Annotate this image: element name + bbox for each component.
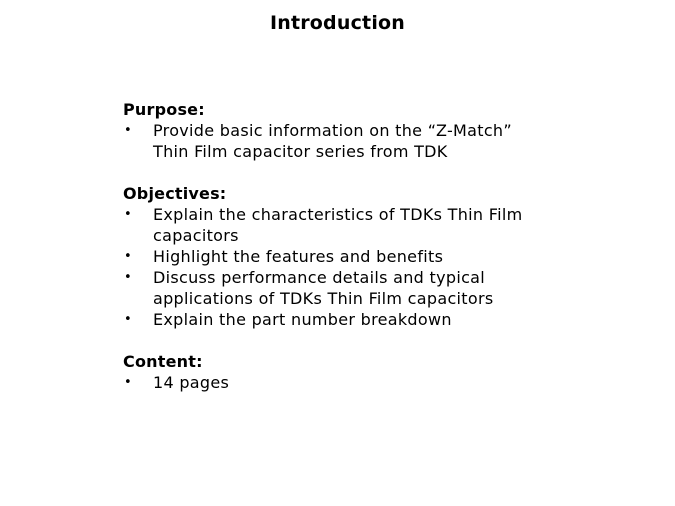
content-list — [123, 372, 583, 393]
bullet-text: Highlight the features and benefits — [153, 247, 444, 266]
objectives-list — [123, 204, 583, 330]
bullet-icon: • — [124, 207, 132, 222]
content-section — [123, 351, 583, 393]
bullet-text: 14 pages — [153, 373, 230, 392]
list-item — [123, 204, 583, 246]
bullet-text: Explain the characteristics of TDKs Thin Film capacitors — [153, 205, 523, 245]
bullet-icon: • — [124, 270, 132, 285]
slide-body — [123, 99, 583, 414]
bullet-text: Provide basic information on the “Z-Match” Thin Film capacitor series from TDK — [153, 121, 512, 161]
purpose-list — [123, 120, 583, 162]
list-item — [123, 372, 583, 393]
list-item — [123, 246, 583, 267]
list-item — [123, 309, 583, 330]
bullet-icon: • — [124, 249, 132, 264]
bullet-icon: • — [124, 375, 132, 390]
content-heading: Content: — [123, 352, 203, 371]
objectives-section — [123, 183, 583, 330]
slide-title: Introduction — [269, 12, 406, 34]
list-item — [123, 120, 583, 162]
objectives-heading: Objectives: — [123, 184, 227, 203]
purpose-section — [123, 99, 583, 162]
bullet-icon: • — [124, 312, 132, 327]
list-item — [123, 267, 583, 309]
purpose-heading: Purpose: — [123, 100, 205, 119]
bullet-icon: • — [124, 123, 132, 138]
bullet-text: Explain the part number breakdown — [153, 310, 452, 329]
bullet-text: Discuss performance details and typical applications of TDKs Thin Film capacitors — [153, 268, 494, 308]
